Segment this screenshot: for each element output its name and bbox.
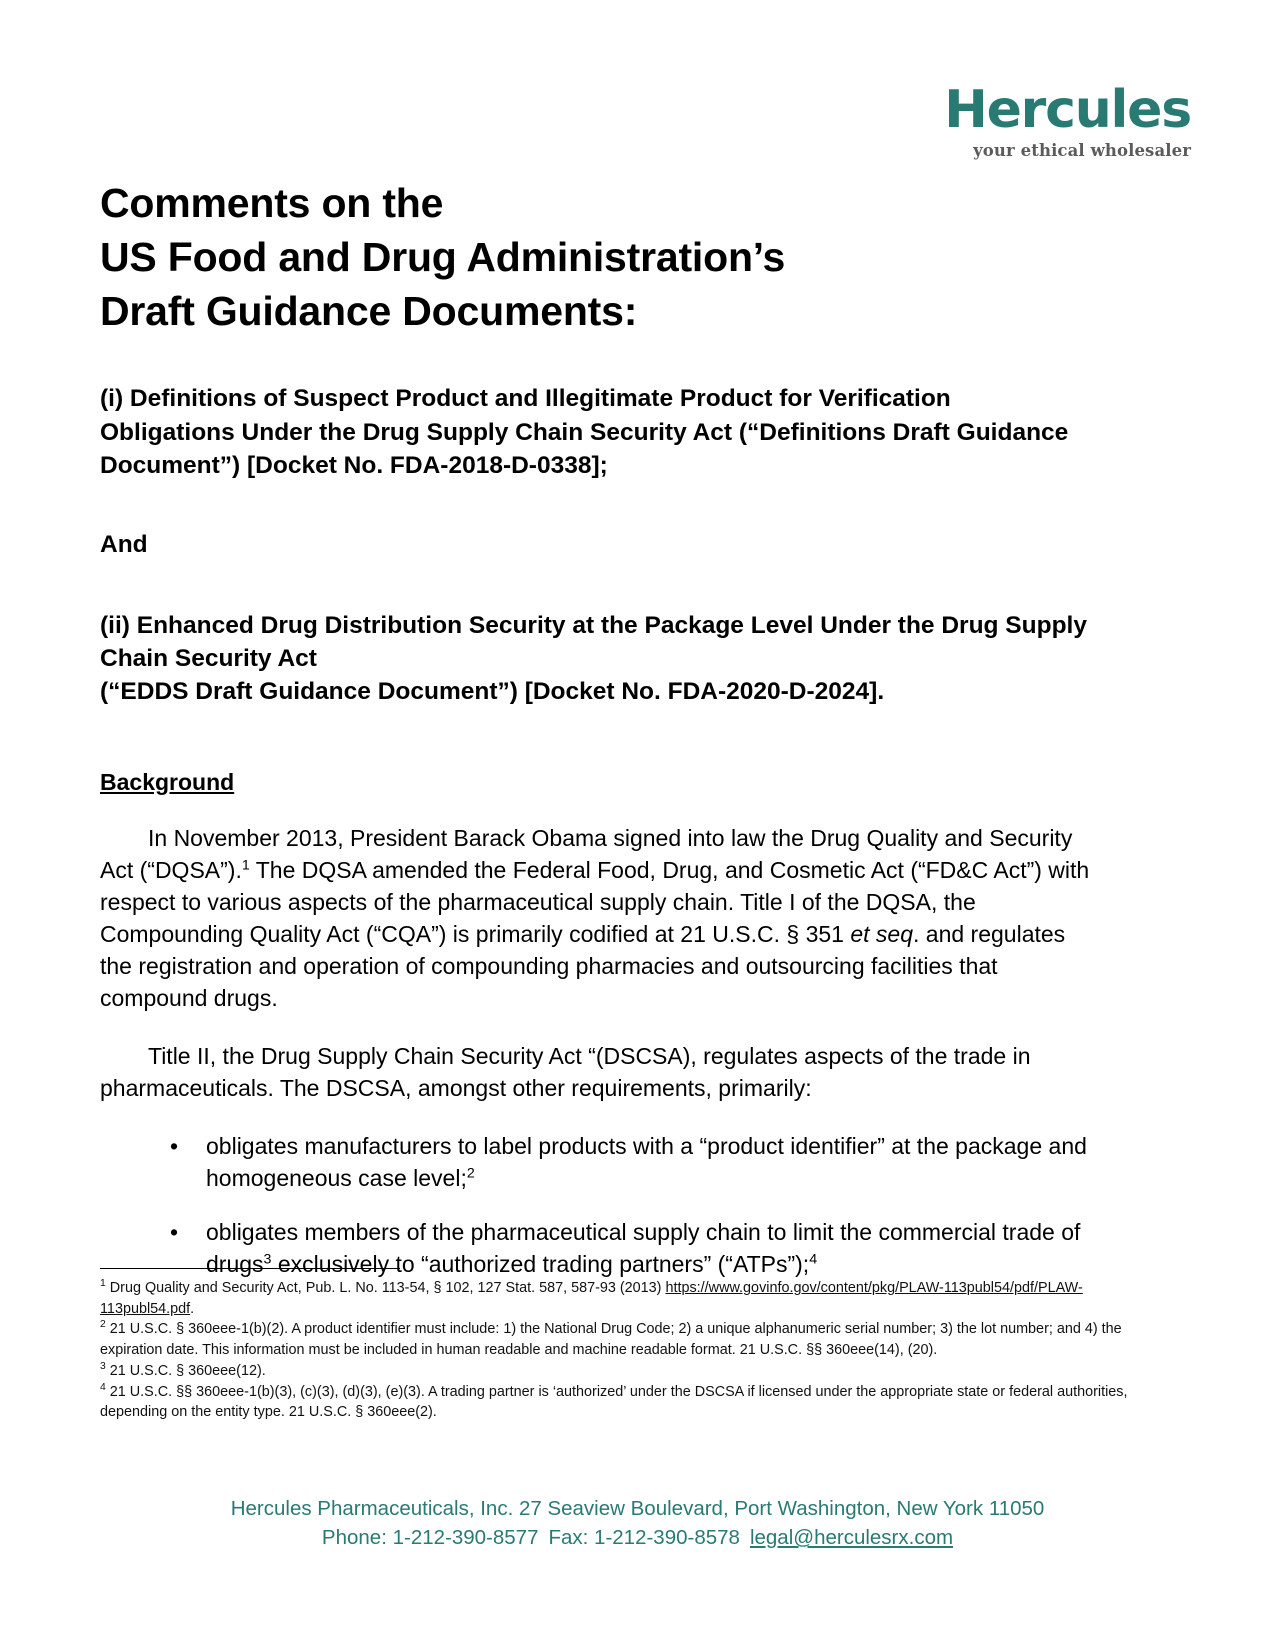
footnote-ref-4[interactable]: 4 [809, 1251, 818, 1268]
footnote-1-text: Drug Quality and Security Act, Pub. L. No. 113-54, § 102, 127 Stat. 587, 587-93 (2013) [105, 1280, 666, 1296]
page-title-line-1: Comments on the [100, 180, 444, 226]
page-footer [0, 1494, 1275, 1552]
footnotes-section [100, 1268, 1140, 1423]
footnote-4-text: 21 U.S.C. §§ 360eee-1(b)(3), (c)(3), (d)(3), (e)(3). A trading partner is ‘authorized’ under the DSCSA if licensed under the appropriate state or federal authorities, depending on the entity type. 21 U.S.C. § 360eee(2). [100, 1383, 1128, 1421]
section-heading-background: Background [100, 768, 235, 795]
bullet-list [100, 1130, 1100, 1280]
subtitle-item-ii [100, 609, 1090, 709]
subtitle-item-ii-line-1: (ii) Enhanced Drug Distribution Security at the Package Level Under the Drug Supply Chain Security Act [100, 611, 1087, 672]
footnote-ref-2[interactable]: 2 [466, 1165, 475, 1182]
footnote-ref-3[interactable]: 3 [263, 1251, 272, 1268]
subtitle-item-ii-line-2: (“EDDS Draft Guidance Document”) [Docket No. FDA-2020-D-2024]. [100, 678, 885, 706]
footnote-4 [100, 1382, 1140, 1423]
list-item-text [206, 1130, 1100, 1194]
footer-address: Hercules Pharmaceuticals, Inc. 27 Seaview Boulevard, Port Washington, New York 11050 [230, 1497, 1045, 1520]
footnote-2-text: 21 U.S.C. § 360eee-1(b)(2). A product identifier must include: 1) the National Drug Code; 2) a unique alphanumeric serial number; 3) the lot number; and 4) the expiration date. This information must be included in human readable and machine readable format. 21 U.S.C. §§ 360eee(14), (20). [100, 1321, 1122, 1359]
footnote-4-marker: 4 [100, 1381, 106, 1393]
bullet-icon: • [170, 1219, 179, 1246]
footnote-3-text: 21 U.S.C. § 360eee(12). [105, 1362, 266, 1379]
document-body [100, 176, 1100, 1280]
logo-wordmark: Hercules [944, 80, 1191, 140]
paragraph-1-part-a: In November 2013, President Barack Obama signed into law the Drug Quality and Security Act (“DQSA”). [100, 824, 1073, 883]
footer-email-link[interactable]: legal@herculesrx.com [749, 1526, 954, 1550]
bullet-icon: • [170, 1133, 179, 1160]
page-title [100, 176, 1100, 338]
footnote-2-marker: 2 [100, 1319, 106, 1331]
page-title-line-3: Draft Guidance Documents: [100, 288, 638, 335]
list-item-2-text-a: obligates members of the pharmaceutical supply chain to limit the commercial trade of drugs [206, 1219, 1081, 1278]
footnote-2 [100, 1319, 1140, 1360]
paragraph-1-part-c: . and regulates the registration and operation of compounding pharmacies and outsourcing facilities that compound drugs. [100, 920, 1066, 1011]
footnote-1-text-end: . [190, 1300, 195, 1317]
footnote-ref-1[interactable]: 1 [241, 856, 250, 873]
footnote-separator-rule [100, 1268, 400, 1269]
footnote-3-marker: 3 [100, 1361, 106, 1373]
paragraph-2 [100, 1040, 1102, 1104]
hercules-logo [944, 80, 1191, 160]
paragraph-2-text: Title II, the Drug Supply Chain Security Act “(DSCSA), regulates aspects of the trade in pharmaceuticals. The DSCSA, amongst other requirements, primarily: [100, 1042, 1031, 1102]
list-item-1-text: obligates manufacturers to label products with a “product identifier” at the package and homogeneous case level; [206, 1133, 1087, 1192]
footnote-1-marker: 1 [100, 1278, 106, 1290]
footnote-3 [100, 1361, 1140, 1382]
paragraph-1-italic: et seq [850, 920, 914, 947]
subtitle-conjunction: And [100, 531, 148, 559]
footer-phone: Phone: 1-212-390-8577 [321, 1526, 539, 1550]
list-item-2-text-b: exclusively to “authorized trading partners” (“ATPs”); [271, 1251, 810, 1278]
page-title-line-2: US Food and Drug Administration’s [100, 234, 786, 281]
footnote-1 [100, 1278, 1140, 1319]
subtitle-item-i: (i) Definitions of Suspect Product and Illegitimate Product for Verification Obligations Under the Drug Supply Chain Security Act (“Definitions Draft Guidance Document”) [Docket No. FDA-2018-D-0338]; [100, 385, 1069, 479]
list-item [100, 1130, 1100, 1194]
footer-fax: Fax: 1-212-390-8578 [548, 1526, 740, 1550]
paragraph-1 [100, 822, 1102, 1014]
footer-contact-line [0, 1523, 1275, 1552]
logo-tagline: your ethical wholesaler [973, 141, 1191, 160]
paragraph-1-part-b: The DQSA amended the Federal Food, Drug, and Cosmetic Act (“FD&C Act”) with respect to various aspects of the pharmaceutical supply chain. Title I of the DQSA, the Compounding Quality Act (“CQA”) is primarily codified at 21 U.S.C. § 351 [100, 856, 1090, 947]
footnote-1-link[interactable]: https://www.govinfo.gov/content/pkg/PLAW-113publ54/pdf/PLAW-113publ54.pdf [100, 1280, 1083, 1317]
